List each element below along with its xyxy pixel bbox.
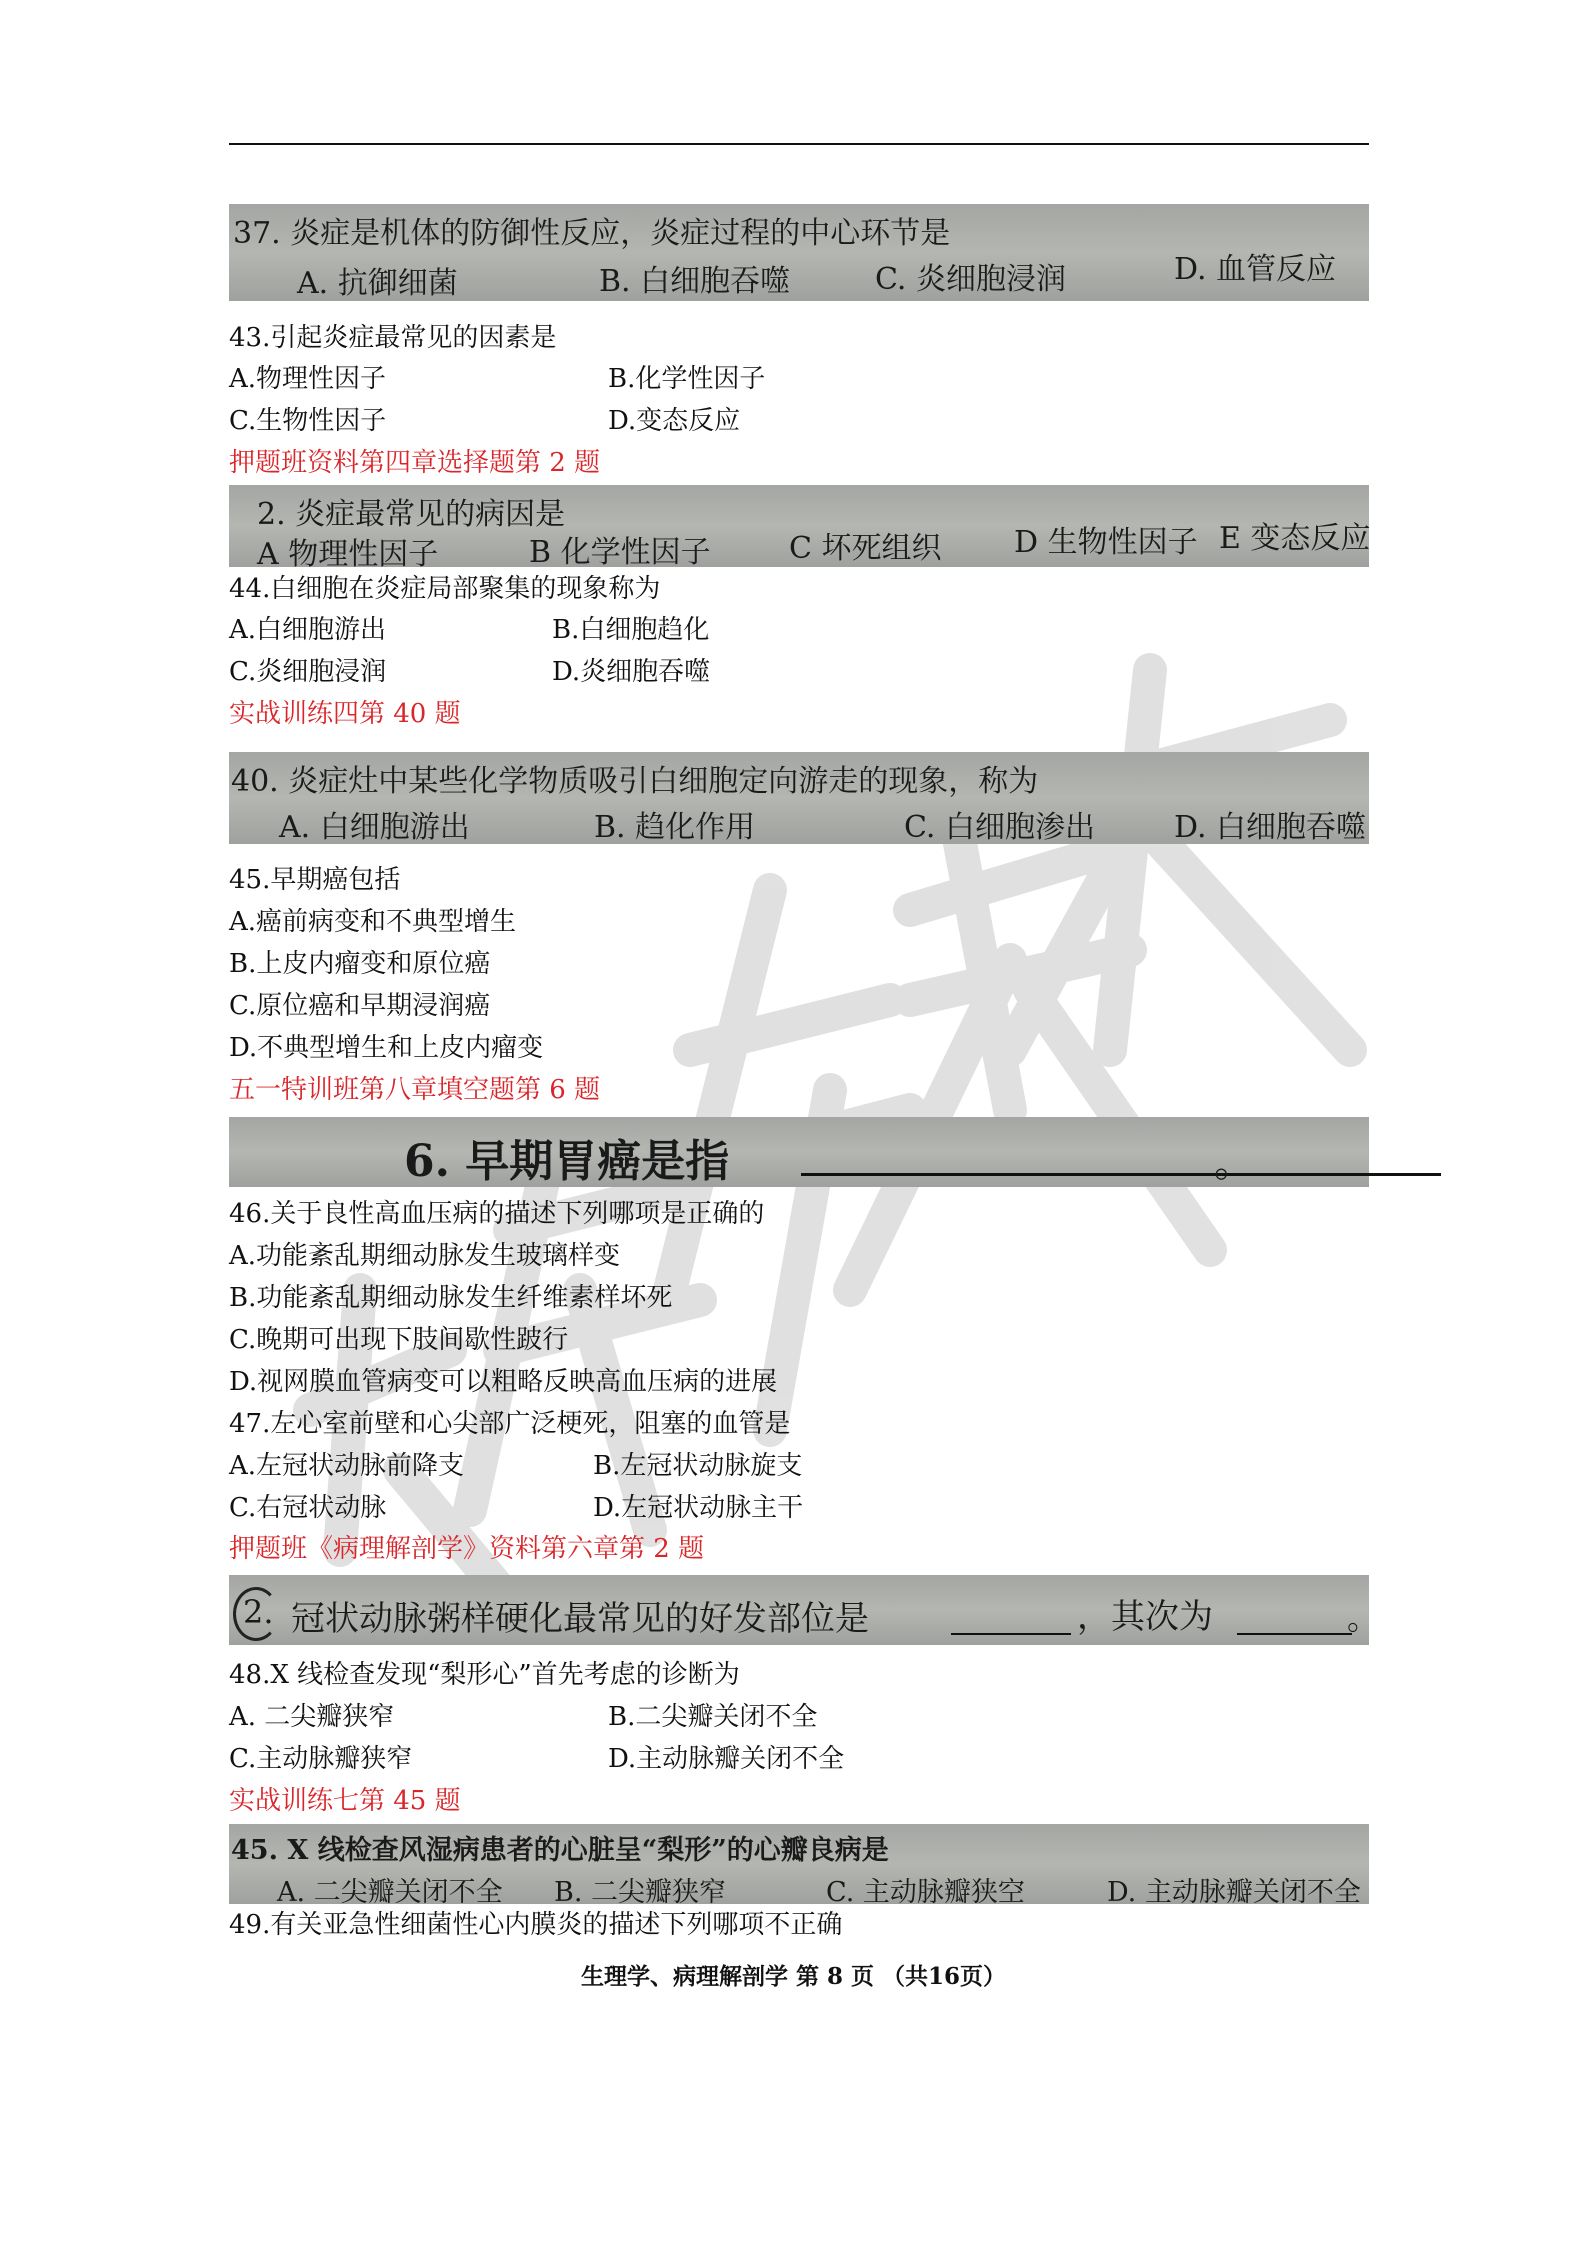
q44-reference: 实战训练四第 40 题	[229, 699, 461, 729]
q45-stem: 45.早期癌包括	[229, 865, 401, 895]
scan-option-a: A 物理性因子	[257, 537, 439, 572]
scan-option-d: D. 主动脉瓣关闭不全	[1107, 1877, 1361, 1908]
scan-image-q2	[229, 485, 1371, 572]
q47-option-b: B.左冠状动脉旋支	[593, 1451, 803, 1481]
scan-stem-end: 。	[1214, 1140, 1254, 1186]
scan-option-b: B. 二尖瓣狭窄	[554, 1877, 727, 1908]
q48-reference: 实战训练七第 45 题	[229, 1786, 461, 1816]
scan-option-d: D. 血管反应	[1174, 252, 1337, 287]
q48-option-d: D.主动脉瓣关闭不全	[608, 1744, 845, 1774]
q44-option-d: D.炎细胞吞噬	[552, 657, 711, 687]
scan-option-a: A. 抗御细菌	[297, 266, 458, 301]
scan-stem-mid: ，其次为	[1077, 1597, 1213, 1637]
q44-stem: 44.白细胞在炎症局部聚集的现象称为	[229, 574, 661, 604]
q43-option-b: B.化学性因子	[608, 364, 766, 394]
scan-option-e: E 变态反应	[1219, 521, 1371, 556]
q48-stem: 48.X 线检查发现“梨形心”首先考虑的诊断为	[229, 1660, 740, 1690]
q44-option-b: B.白细胞趋化	[552, 615, 710, 645]
scan-option-a: A. 二尖瓣关闭不全	[277, 1877, 503, 1908]
scan-stem: 6. 早期胃癌是指	[404, 1136, 730, 1187]
fill-blank-line	[801, 1173, 1441, 1176]
header-rule	[229, 143, 1369, 145]
fill-blank-line	[951, 1633, 1071, 1635]
q43-option-a: A.物理性因子	[229, 364, 387, 394]
q44-option-a: A.白细胞游出	[229, 615, 387, 645]
scan-option-b: B 化学性因子	[529, 535, 711, 570]
scan-image-q6	[229, 1117, 1369, 1187]
scan-image-q45	[229, 1824, 1369, 1908]
scan-stem-end: 。	[1347, 1599, 1380, 1637]
q47-reference: 押题班《病理解剖学》资料第六章第 2 题	[229, 1534, 705, 1564]
footer-subject: 生理学、病理解剖学	[580, 1963, 788, 1990]
page-footer	[0, 1958, 1587, 1991]
footer-page-post: 页	[851, 1963, 875, 1990]
scan-stem: 2. 炎症最常见的病因是	[257, 497, 566, 532]
scan-option-c: C 坏死组织	[789, 531, 942, 566]
q45-option-b: B.上皮内瘤变和原位癌	[229, 949, 491, 979]
scan-option-d: D. 白细胞吞噬	[1174, 810, 1367, 845]
scan-option-c: C. 白细胞渗出	[904, 810, 1095, 845]
q45-reference: 五一特训班第八章填空题第 6 题	[229, 1075, 601, 1105]
q46-option-a: A.功能紊乱期细动脉发生玻璃样变	[229, 1241, 621, 1271]
q45-option-c: C.原位癌和早期浸润癌	[229, 991, 491, 1021]
q43-stem: 43.引起炎症最常见的因素是	[229, 323, 557, 353]
scan-stem: 37. 炎症是机体的防御性反应，炎症过程的中心环节是	[233, 216, 951, 251]
footer-page-pre: 第	[795, 1963, 819, 1990]
fill-blank-line	[1237, 1633, 1352, 1635]
q44-option-c: C.炎细胞浸润	[229, 657, 387, 687]
q43-reference: 押题班资料第四章选择题第 2 题	[229, 448, 601, 478]
q46-stem: 46.关于良性高血压病的描述下列哪项是正确的	[229, 1199, 765, 1229]
scan-stem: 45. X 线检查风湿病患者的心脏呈“梨形”的心瓣良病是	[231, 1835, 889, 1866]
q46-option-c: C.晚期可出现下肢间歇性跛行	[229, 1325, 569, 1355]
scan-option-b: B. 趋化作用	[594, 810, 756, 845]
q47-option-c: C.右冠状动脉	[229, 1493, 387, 1523]
scan-stem: 40. 炎症灶中某些化学物质吸引白细胞定向游走的现象，称为	[231, 764, 1039, 799]
q46-option-b: B.功能紊乱期细动脉发生纤维素样坏死	[229, 1283, 673, 1313]
q49-stem: 49.有关亚急性细菌性心内膜炎的描述下列哪项不正确	[229, 1910, 843, 1940]
q47-option-a: A.左冠状动脉前降支	[229, 1451, 465, 1481]
q48-option-a: A. 二尖瓣狭窄	[229, 1702, 395, 1732]
scan-option-b: B. 白细胞吞噬	[599, 264, 791, 299]
footer-page-number: 8	[826, 1963, 843, 1990]
scan-option-a: A. 白细胞游出	[279, 810, 470, 845]
q43-option-d: D.变态反应	[608, 406, 741, 436]
q48-option-c: C.主动脉瓣狭窄	[229, 1744, 413, 1774]
scan-image-q40	[229, 752, 1369, 844]
scan-stem: 冠状动脉粥样硬化最常见的好发部位是	[291, 1599, 869, 1639]
scan-image-q2b	[229, 1575, 1380, 1645]
scan-option-c: C. 主动脉瓣狭空	[826, 1877, 1025, 1908]
q45-option-d: D.不典型增生和上皮内瘤变	[229, 1033, 544, 1063]
scan-option-c: C. 炎细胞浸润	[875, 262, 1066, 297]
footer-total: （共16页）	[882, 1963, 1007, 1990]
q45-option-a: A.癌前病变和不典型增生	[229, 907, 517, 937]
scan-image-q37	[229, 204, 1369, 301]
q46-option-d: D.视网膜血管病变可以粗略反映高血压病的进展	[229, 1367, 778, 1397]
q48-option-b: B.二尖瓣关闭不全	[608, 1702, 818, 1732]
q43-option-c: C.生物性因子	[229, 406, 387, 436]
q47-option-d: D.左冠状动脉主干	[593, 1493, 804, 1523]
q47-stem: 47.左心室前壁和心尖部广泛梗死，阻塞的血管是	[229, 1409, 791, 1439]
scan-option-d: D 生物性因子	[1014, 525, 1198, 560]
scan-number: 2.	[243, 1593, 274, 1631]
